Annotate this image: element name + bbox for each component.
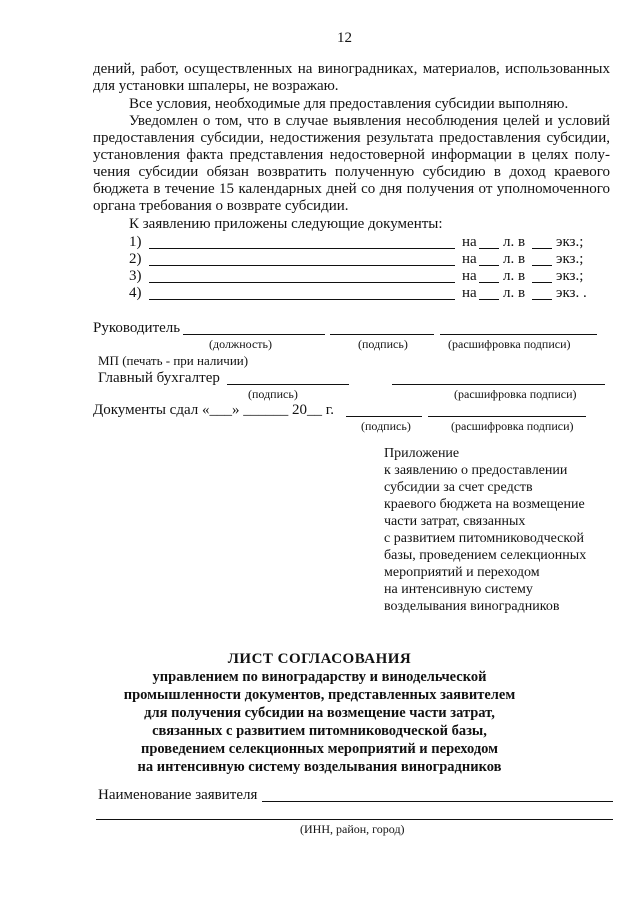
paragraph-line: Все условия, необходимые для предоставления субсидии выполняю. bbox=[129, 96, 569, 112]
doc-copies-line[interactable] bbox=[532, 248, 552, 249]
appendix-line: к заявлению о предоставлении bbox=[384, 463, 568, 478]
paragraph-line: установления факта представления недостоверной информации в целях полу- bbox=[93, 147, 610, 163]
doc-pages-line[interactable] bbox=[479, 282, 499, 283]
approval-subtitle-line: промышленности документов, представленных заявителем bbox=[123, 687, 516, 703]
paragraph-line: бюджета в течение 15 календарных дней со дня получения от уполномоченного bbox=[93, 181, 610, 197]
paragraph-line: дений, работ, осуществленных на виноградниках, материалов, использованных bbox=[93, 61, 610, 77]
doc-number: 4) bbox=[129, 285, 142, 301]
doc-pages-label: л. в bbox=[503, 268, 526, 284]
doc-pages-label: л. в bbox=[503, 234, 526, 250]
head-decoding-line[interactable] bbox=[440, 334, 597, 335]
doc-copies-label: экз.; bbox=[556, 234, 584, 250]
accountant-label: Главный бухгалтер bbox=[98, 370, 220, 386]
doc-copies-line[interactable] bbox=[532, 265, 552, 266]
approval-subtitle-line: для получения субсидии на возмещение части затрат, bbox=[144, 705, 495, 721]
doc-copies-line[interactable] bbox=[532, 282, 552, 283]
doc-name-line[interactable] bbox=[149, 282, 455, 283]
paragraph-line: предоставления субсидии, недостижения результата предоставления субсидии, bbox=[93, 130, 610, 146]
appendix-line: субсидии за счет средств bbox=[384, 480, 533, 495]
appendix-line: краевого бюджета на возмещение bbox=[384, 497, 585, 512]
applicant-details-line[interactable] bbox=[96, 819, 613, 820]
head-label: Руководитель bbox=[93, 320, 181, 336]
doc-on-label: на bbox=[462, 251, 477, 267]
doc-name-line[interactable] bbox=[149, 265, 455, 266]
paragraph-line: Уведомлен о том, что в случае выявления несоблюдения целей и условий bbox=[129, 113, 610, 129]
doc-pages-line[interactable] bbox=[479, 248, 499, 249]
docs-intro: К заявлению приложены следующие документы: bbox=[129, 216, 443, 232]
applicant-name-line[interactable] bbox=[262, 801, 613, 802]
appendix-line: возделывания виноградников bbox=[384, 599, 560, 614]
signature-caption: (подпись) bbox=[361, 419, 411, 433]
doc-copies-line[interactable] bbox=[532, 299, 552, 300]
doc-pages-line[interactable] bbox=[479, 265, 499, 266]
decoding-caption: (расшифровка подписи) bbox=[454, 387, 577, 401]
docs-handed-label: Документы сдал «___» ______ 20__ г. bbox=[93, 402, 334, 418]
docs-handed-decoding-line[interactable] bbox=[428, 416, 586, 417]
doc-pages-label: л. в bbox=[503, 285, 526, 301]
paragraph-line: органа требования о возврате субсидии. bbox=[93, 198, 349, 214]
doc-copies-label: экз.; bbox=[556, 268, 584, 284]
appendix-line: части затрат, связанных bbox=[384, 514, 526, 529]
accountant-decoding-line[interactable] bbox=[392, 384, 605, 385]
doc-name-line[interactable] bbox=[149, 299, 455, 300]
approval-title: ЛИСТ СОГЛАСОВАНИЯ bbox=[227, 651, 412, 667]
appendix-line: базы, проведением селекционных bbox=[384, 548, 587, 563]
doc-pages-label: л. в bbox=[503, 251, 526, 267]
doc-number: 1) bbox=[129, 234, 142, 250]
seal-note: МП (печать - при наличии) bbox=[98, 353, 249, 368]
accountant-signature-line[interactable] bbox=[227, 384, 349, 385]
doc-on-label: на bbox=[462, 234, 477, 250]
appendix-line: мероприятий и переходом bbox=[384, 565, 540, 580]
doc-on-label: на bbox=[462, 285, 477, 301]
applicant-label: Наименование заявителя bbox=[98, 787, 258, 803]
decoding-caption: (расшифровка подписи) bbox=[448, 337, 571, 351]
doc-number: 3) bbox=[129, 268, 142, 284]
position-caption: (должность) bbox=[209, 337, 272, 351]
doc-name-line[interactable] bbox=[149, 248, 455, 249]
paragraph-line: чения субсидии обязан возвратить полученную субсидию в доход краевого bbox=[93, 164, 610, 180]
approval-subtitle-line: на интенсивную систему возделывания виноградников bbox=[137, 759, 502, 775]
head-position-line[interactable] bbox=[183, 334, 325, 335]
applicant-caption: (ИНН, район, город) bbox=[300, 822, 405, 836]
signature-caption: (подпись) bbox=[248, 387, 298, 401]
approval-subtitle-line: управлением по виноградарству и винодельческой bbox=[152, 669, 487, 685]
doc-copies-label: экз. . bbox=[556, 285, 587, 301]
paragraph-line: для установки шпалеры, не возражаю. bbox=[93, 78, 339, 94]
doc-pages-line[interactable] bbox=[479, 299, 499, 300]
doc-number: 2) bbox=[129, 251, 142, 267]
doc-copies-label: экз.; bbox=[556, 251, 584, 267]
head-signature-line[interactable] bbox=[330, 334, 434, 335]
signature-caption: (подпись) bbox=[358, 337, 408, 351]
page-number: 12 bbox=[337, 30, 352, 46]
decoding-caption: (расшифровка подписи) bbox=[451, 419, 574, 433]
appendix-line: Приложение bbox=[384, 446, 460, 461]
doc-on-label: на bbox=[462, 268, 477, 284]
docs-handed-signature-line[interactable] bbox=[346, 416, 422, 417]
approval-subtitle-line: связанных с развитием питомниководческой базы, bbox=[152, 723, 487, 739]
appendix-line: с развитием питомниководческой bbox=[384, 531, 584, 546]
appendix-line: на интенсивную систему bbox=[384, 582, 533, 597]
approval-subtitle-line: проведением селекционных мероприятий и переходом bbox=[140, 741, 499, 757]
